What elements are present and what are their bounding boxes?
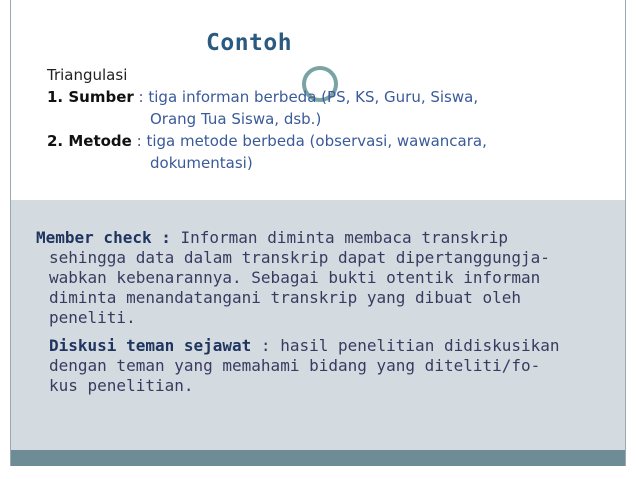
- sumber-text-1: tiga informan berbeda (PS, KS, Guru, Siswa,: [148, 88, 479, 106]
- metode-text-1: tiga metode berbeda (observasi, wawancara,: [146, 132, 487, 150]
- diskusi-text-2: dengan teman yang memahami bidang yang diteliti/fo-: [49, 356, 541, 375]
- sumber-line-1: [47, 86, 487, 108]
- sumber-text-2: Orang Tua Siswa, dsb.): [150, 110, 322, 128]
- slide-footer-bar: [11, 450, 625, 466]
- metode-text-2: dokumentasi): [150, 154, 253, 172]
- body-text-block: [36, 228, 596, 396]
- member-check-text-4: diminta menandatangani transkrip yang dibuat oleh: [49, 288, 522, 307]
- member-check-text-5: peneliti.: [49, 308, 136, 327]
- member-check-paragraph: [36, 228, 596, 328]
- diskusi-text-3: kus penelitian.: [49, 376, 194, 395]
- metode-line-1: [47, 130, 487, 152]
- member-check-text-2: sehingga data dalam transkrip dapat dipertanggungja-: [49, 248, 550, 267]
- metode-separator: :: [131, 132, 147, 150]
- diskusi-paragraph: [36, 336, 596, 396]
- sumber-label: 1. Sumber: [47, 88, 134, 106]
- sumber-separator: :: [133, 88, 149, 106]
- triangulasi-block: [47, 64, 487, 174]
- member-check-label: Member check :: [36, 228, 171, 247]
- member-check-line-1: [36, 228, 596, 248]
- diskusi-line-1: [49, 336, 596, 356]
- diskusi-label: Diskusi teman sejawat: [49, 336, 252, 355]
- slide-title: Contoh: [206, 30, 293, 56]
- metode-label: 2. Metode: [47, 132, 132, 150]
- member-check-text-1: Informan diminta membaca transkrip: [170, 228, 509, 247]
- triangulasi-heading: Triangulasi: [47, 66, 128, 84]
- diskusi-text-1: : hasil penelitian didiskusikan: [251, 336, 560, 355]
- member-check-text-3: wabkan kebenarannya. Sebagai bukti otentik informan: [49, 268, 541, 287]
